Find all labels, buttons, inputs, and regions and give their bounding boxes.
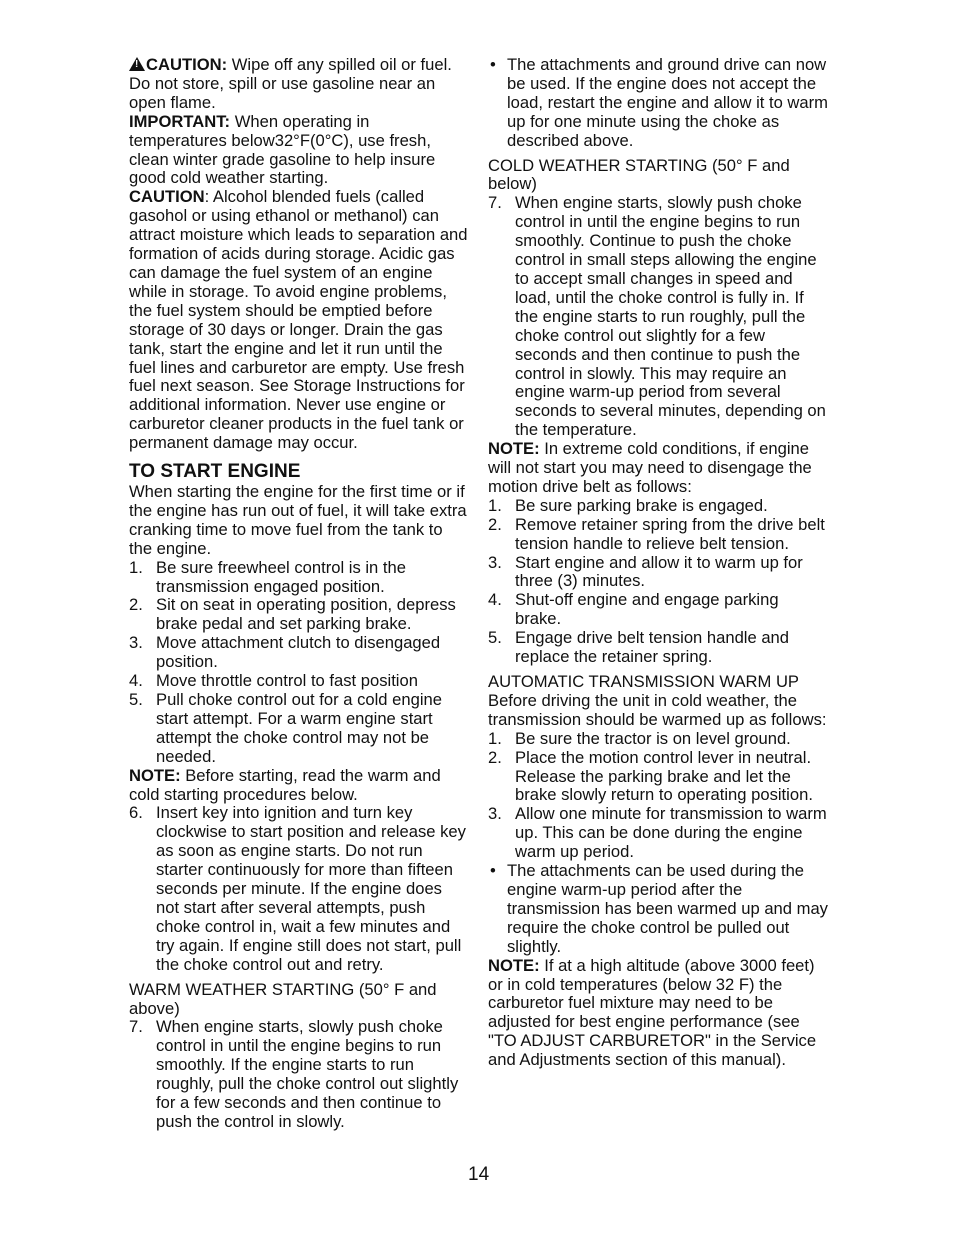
note-label: NOTE:: [129, 765, 181, 785]
note-label: NOTE:: [488, 955, 540, 975]
alcohol-caution-text: : Alcohol blended fuels (called gasohol or using ethanol or methanol) can attract moisture which leads to separation and formation of acids during storage. Acidic gas can damage the fuel system of an engine while in storage. To avoid engine problems, the fuel system should be emptied before storage of 30 days or longer. Drain the gas tank, start the engine and let it run until the fuel lines and carburetor are empty. Use fresh fuel next season. See Storage Instructions for additional information. Never use engine or carburetor cleaner products in the fuel tank or permanent damage may occur.: [129, 187, 468, 453]
step-number: 6.: [129, 803, 143, 823]
step-text: Shut-off engine and engage parking brake.: [515, 590, 779, 629]
list-item: [129, 804, 469, 974]
list-item: [129, 634, 469, 672]
step-text: Place the motion control lever in neutral. Release the parking brake and let the brake slowly return to operating position.: [515, 747, 813, 805]
step-number: 1.: [488, 495, 502, 515]
left-column: [129, 56, 469, 1132]
alcohol-caution-paragraph: [129, 188, 469, 453]
step-number: 5.: [129, 690, 143, 709]
bullet-text: The attachments and ground drive can now be used. If the engine does not accept the load, restart the engine and allow it to warm up for one minute using the choke as described above.: [507, 55, 828, 150]
bullet-text: The attachments can be used during the engine warm-up period after the transmission has been warmed up and may require the choke control be pulled out slightly.: [507, 861, 828, 956]
important-paragraph: [129, 113, 469, 189]
note-text: If at a high altitude (above 3000 feet) or in cold temperatures (below 32 F) the carburetor fuel mixture may need to be adjusted for best engine performance (see "TO ADJUST CARBURETOR" in the Service and Adjustments section of this manual).: [488, 955, 817, 1070]
warmup-bullet-list: [488, 862, 828, 957]
list-item: [488, 862, 828, 957]
list-item: [488, 497, 828, 516]
list-item: [488, 56, 828, 151]
step-number: 2.: [129, 595, 143, 615]
warm-weather-steps: [129, 1018, 469, 1131]
step-number: 7.: [129, 1017, 143, 1037]
page-number: 14: [468, 1164, 490, 1185]
auto-transmission-heading: AUTOMATIC TRANSMISSION WARM UP: [488, 672, 799, 691]
right-column: [488, 56, 828, 1070]
bullet-icon: •: [490, 861, 496, 881]
disengage-drive-steps: [488, 497, 828, 667]
note-paragraph: [488, 957, 828, 1070]
step-number: 3.: [129, 633, 143, 653]
list-item: [129, 596, 469, 634]
attachments-bullet-list: [488, 56, 828, 151]
section-heading-start-engine: TO START ENGINE: [129, 461, 301, 483]
list-item: [129, 691, 469, 767]
cold-weather-heading: COLD WEATHER STARTING (50° F and below): [488, 155, 790, 194]
step-number: 3.: [488, 552, 502, 572]
step-text: Pull choke control out for a cold engine start attempt. For a warm engine start attempt the choke control may not be needed.: [156, 690, 442, 766]
cold-weather-steps: [488, 194, 828, 440]
start-intro: When starting the engine for the first time or if the engine has run out of fuel, it will take extra cranking time to move fuel from the tank to the engine.: [129, 482, 467, 558]
list-item: [488, 194, 828, 440]
step-number: 1.: [129, 557, 143, 577]
step-number: 5.: [488, 628, 502, 648]
list-item: [488, 730, 828, 749]
list-item: [488, 805, 828, 862]
warning-triangle-icon: [129, 57, 145, 71]
step-text: When engine starts, slowly push choke control in until the engine begins to run smoothly. Continue to push the choke control in small steps allowing the engine to accept small changes in speed and load, until the choke control is fully in. If the engine starts to run roughly, pull the choke control out slightly for a few seconds and then continue to push the control in slowly. This may require an engine warm-up period from several seconds to several minutes, depending on the temperature.: [515, 193, 826, 440]
list-item: [129, 559, 469, 597]
step-text: Move throttle control to fast position: [156, 671, 418, 691]
important-text: When operating in temperatures below32°F(0°C), use fresh, clean winter grade gasoline to help insure good cold weather starting.: [129, 111, 436, 188]
note-text: Before starting, read the warm and cold starting procedures below.: [129, 765, 441, 804]
list-item: [488, 749, 828, 806]
list-item: [488, 516, 828, 554]
step-text: Remove retainer spring from the drive belt tension handle to relieve belt tension.: [515, 514, 825, 553]
auto-transmission-intro: Before driving the unit in cold weather, the transmission should be warmed up as follows:: [488, 690, 827, 729]
step-text: Sit on seat in operating position, depress brake pedal and set parking brake.: [156, 595, 456, 634]
caution-label: CAUTION:: [146, 55, 228, 74]
start-steps-list: [129, 559, 469, 767]
step-number: 2.: [488, 747, 502, 767]
step-text: Be sure the tractor is on level ground.: [515, 728, 791, 748]
auto-transmission-steps: [488, 730, 828, 862]
step-text: Start engine and allow it to warm up for three (3) minutes.: [515, 552, 803, 591]
list-item: [129, 1018, 469, 1131]
step-text: Move attachment clutch to disengaged position.: [156, 633, 441, 672]
step-number: 2.: [488, 514, 502, 534]
step-text: Be sure freewheel control is in the transmission engaged position.: [156, 557, 406, 596]
list-item: [488, 591, 828, 629]
step-number: 4.: [129, 671, 143, 691]
caution-paragraph: [129, 56, 469, 113]
start-step-6: [129, 804, 469, 974]
step-text: Allow one minute for transmission to warm up. This can be done during the engine warm up period.: [515, 804, 827, 862]
step-number: 1.: [488, 728, 502, 748]
step-number: 7.: [488, 193, 502, 213]
step-number: 3.: [488, 804, 502, 824]
step-text: Be sure parking brake is engaged.: [515, 495, 768, 515]
caution-text: Wipe off any spilled oil or fuel. Do not store, spill or use gasoline near an open flame.: [129, 55, 452, 112]
note-text: In extreme cold conditions, if engine will not start you may need to disengage the motion drive belt as follows:: [488, 439, 812, 496]
step-text: When engine starts, slowly push choke control in until the engine begins to run smoothly. If the engine starts to run roughly, pull the choke control out slightly for a few seconds and then continue to push the control in slowly.: [156, 1017, 459, 1131]
note-paragraph: [129, 767, 469, 805]
note-label: NOTE:: [488, 439, 540, 459]
important-label: IMPORTANT:: [129, 111, 231, 131]
step-number: 4.: [488, 590, 502, 610]
step-text: Insert key into ignition and turn key clockwise to start position and release key as soon as engine starts. Do not run starter continuously for more than fifteen seconds per minute. If the engine does not start after several attempts, push choke control in, wait a few minutes and try again. If engine still does not start, pull the choke control out and retry.: [156, 803, 466, 974]
list-item: [129, 672, 469, 691]
alcohol-caution-label: CAUTION: [129, 187, 205, 207]
note-paragraph: [488, 440, 828, 497]
step-text: Engage drive belt tension handle and replace the retainer spring.: [515, 628, 790, 667]
warm-weather-heading: WARM WEATHER STARTING (50° F and above): [129, 979, 437, 1018]
bullet-icon: •: [490, 55, 496, 74]
list-item: [488, 629, 828, 667]
list-item: [488, 554, 828, 592]
